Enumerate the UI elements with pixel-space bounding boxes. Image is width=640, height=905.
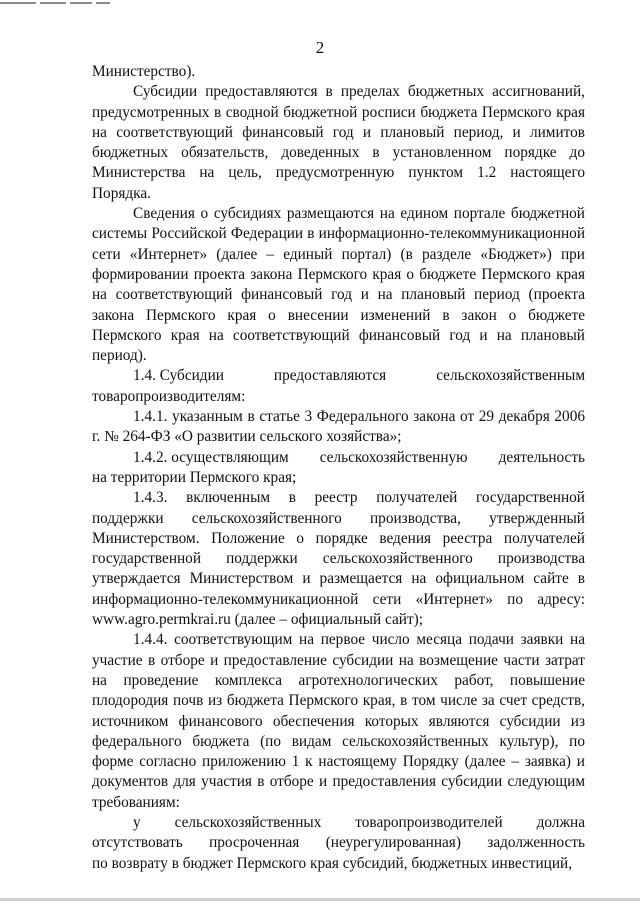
- item-1-4-2-line1: [92, 448, 585, 468]
- scan-top-marks: [0, 0, 640, 8]
- requirement-line-1: [92, 813, 585, 833]
- item-1-4-word-3: сельскохозяйственным: [436, 367, 585, 385]
- req1-word-4: должна: [536, 813, 585, 831]
- page-number: 2: [315, 38, 325, 57]
- item-1-4-2-line2: на территории Пермского края;: [92, 468, 297, 486]
- scan-bottom-edge: [0, 898, 640, 901]
- req2-word-1: отсутствовать: [92, 834, 183, 852]
- req1-word-3: товаропроизводителей: [355, 813, 503, 831]
- item-1-4-word-1: 1.4. Субсидии: [133, 367, 224, 385]
- requirement-line-3: по возврату в бюджет Пермского края субсидий, бюджетных инвестиций,: [92, 854, 573, 872]
- req2-word-2: просроченная: [209, 834, 300, 852]
- requirement-line-2: [92, 833, 585, 853]
- item-1-4-word-2: предоставляются: [273, 367, 387, 385]
- item-1-4-2-word-1: 1.4.2. осуществляющим: [133, 448, 289, 466]
- paragraph-subsidy-limits: Субсидии предоставляются в пределах бюджетных ассигнований, предусмотренных в сводной бюджетной росписи бюджета Пермского края на соответствующий финансовый год и плановый период, и лимитов бюджетных обязательств, доведенных в установленном порядке до Министерства на цель, предусмотренную пунктом 1.2 настоящего Порядка.: [92, 83, 585, 202]
- req1-word-2: сельскохозяйственных: [174, 813, 322, 831]
- paragraph-unified-portal: Сведения о субсидиях размещаются на едином портале бюджетной системы Российской Федерации в информационно-телекоммуникационной сети «Интернет» (далее – единый портал) (в разделе «Бюджет») при формировании проекта закона Пермского края о бюджете Пермского края на соответствующий финансовый год и на плановый период (проекта закона Пермского края о внесении изменений в закон о бюджете Пермского края на соответствующий финансовый год и на плановый период).: [92, 205, 585, 365]
- req2-word-3: (неурегулированная): [325, 834, 461, 852]
- item-1-4-2-word-2: сельскохозяйственную: [319, 448, 468, 466]
- paragraph-ministry-tail: Министерство).: [92, 63, 196, 80]
- item-1-4-1: 1.4.1. указанным в статье 3 Федерального закона от 29 декабря 2006 г. № 264-ФЗ «О развитии сельского хозяйства»;: [92, 408, 585, 446]
- item-1-4-4: 1.4.4. соответствующим на первое число месяца подачи заявки на участие в отборе и предоставление субсидии на возмещение части затрат на проведение комплекса агротехнологических работ, повышение плодородия почв из бюджета Пермского края, в том числе за счет средств, источником финансового обеспечения которых являются субсидии из федерального бюджета (по видам сельскохозяйственных культур), по форме согласно приложению 1 к настоящему Порядку (далее – заявка) и документов для участия в отборе и предоставления субсидии следующим требованиям:: [92, 631, 585, 811]
- req2-word-4: задолженность: [487, 834, 585, 852]
- item-1-4-line2: товаропроизводителям:: [92, 387, 246, 405]
- document-body: [92, 62, 585, 874]
- item-1-4-line1: [92, 366, 585, 386]
- item-1-4-2-word-3: деятельность: [498, 448, 585, 466]
- item-1-4-3: 1.4.3. включенным в реестр получателей государственной поддержки сельскохозяйственного производства, утвержденный Министерством. Положение о порядке ведения реестра получателей государственной поддержки сельскохозяйственного производства утверждается Министерством и размещается на официальном сайте в информационно-телекоммуникационной сети «Интернет» по адресу: www.agro.permkrai.ru (далее – официальный сайт);: [92, 489, 585, 629]
- req1-word-1: у: [133, 813, 141, 831]
